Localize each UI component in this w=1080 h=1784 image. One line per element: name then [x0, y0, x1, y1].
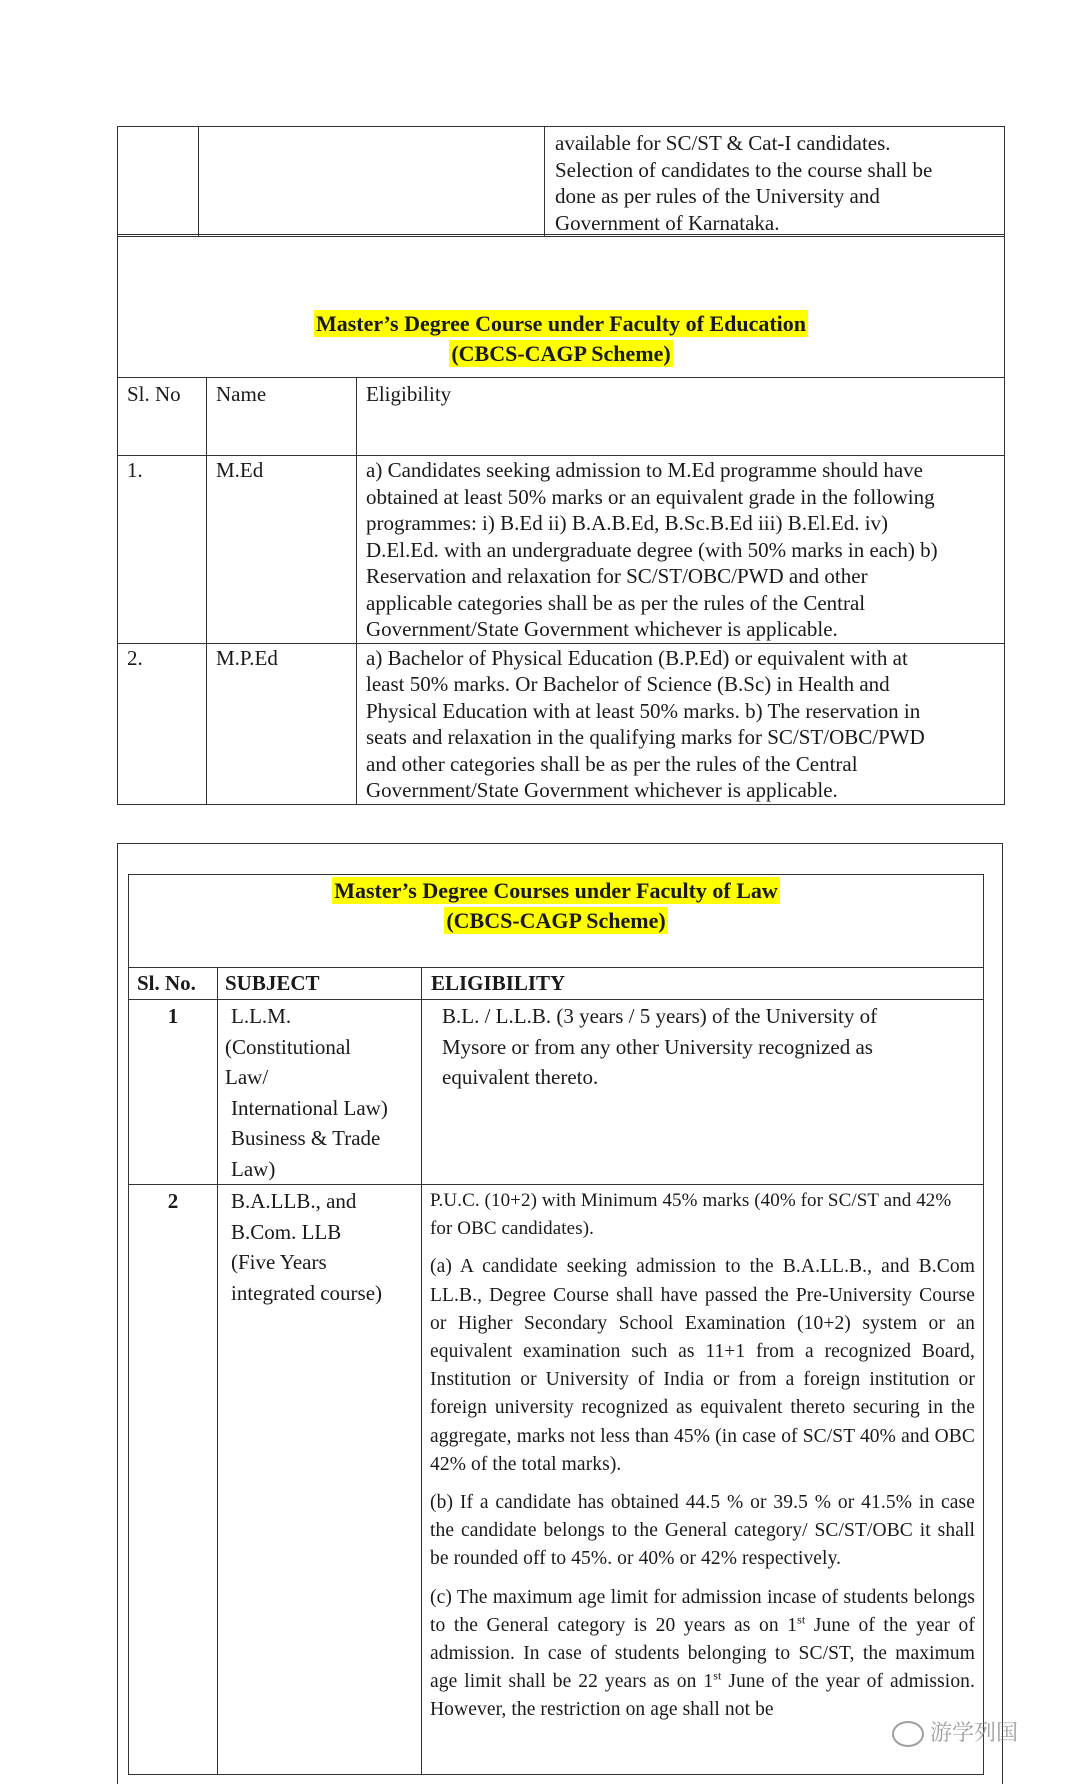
- eligibility-line: least 50% marks. Or Bachelor of Science (B.Sc) in Health and: [366, 672, 890, 696]
- eligibility-paragraph: P.U.C. (10+2) with Minimum 45% marks (40% for SC/ST and 42% for OBC candidates).: [430, 1190, 952, 1240]
- subject-line: B.Com. LLB: [231, 1219, 342, 1244]
- eligibility-line: Government/State Government whichever is applicable.: [366, 778, 838, 802]
- law-header-eligibility: ELIGIBILITY: [422, 968, 984, 1000]
- continuation-line: Government of Karnataka.: [555, 210, 780, 235]
- subject-line: Law): [231, 1156, 276, 1181]
- subject-line: (Constitutional: [225, 1034, 351, 1059]
- subject-line: Law/: [225, 1065, 269, 1089]
- eligibility-line: Government/State Government whichever is applicable.: [366, 617, 838, 641]
- eligibility-line: a) Bachelor of Physical Education (B.P.Ed) or equivalent with at: [366, 645, 908, 670]
- law-row-sl: 2: [129, 1185, 218, 1775]
- eligibility-line: programmes: i) B.Ed ii) B.A.B.Ed, B.Sc.B.Ed iii) B.El.Ed. iv): [366, 511, 889, 535]
- row-sl: 2.: [118, 643, 207, 804]
- eligibility-paragraph-b: (b) If a candidate has obtained 44.5 % or 39.5 % or 41.5% in case the candidate belongs to the General category/ SC/ST/OBC it shall be rounded off to 45%. or 40% or 42% respectively.: [430, 1492, 975, 1570]
- education-title: Master’s Degree Course under Faculty of Education: [315, 311, 807, 336]
- law-title: Master’s Degree Courses under Faculty of Law: [334, 878, 778, 903]
- subject-line: International Law): [231, 1095, 388, 1120]
- eligibility-paragraph-c: (c) The maximum age limit for admission incase of students belongs to the General category is 20 years as on 1st June of the year of admission. In case of students belonging to SC/ST, the maximum age limit shall be 22 years as on 1st June of the year of admission. However, the restriction on age shall not be: [430, 1586, 975, 1721]
- law-title-cell: [129, 875, 984, 968]
- education-table: [117, 126, 1005, 237]
- eligibility-line: equivalent thereto.: [442, 1065, 599, 1089]
- law-row-subject: [218, 1000, 422, 1185]
- header-eligibility: Eligibility: [357, 378, 1005, 456]
- wechat-icon: [892, 1721, 924, 1747]
- law-header-subject: SUBJECT: [218, 968, 422, 1000]
- eligibility-line: Physical Education with at least 50% marks. b) The reservation in: [366, 698, 921, 723]
- continuation-sl-cell: [118, 127, 199, 237]
- row-name: M.P.Ed: [207, 643, 357, 804]
- law-row-eligibility: [422, 1000, 984, 1185]
- eligibility-line: Mysore or from any other University recognized as: [442, 1034, 873, 1059]
- row-sl: 1.: [118, 456, 207, 644]
- eligibility-line: a) Candidates seeking admission to M.Ed programme should have: [366, 458, 923, 482]
- subject-line: Business & Trade: [231, 1126, 381, 1150]
- education-title-cell: [118, 235, 1005, 378]
- eligibility-paragraph-a: (a) A candidate seeking admission to the B.A.LL.B., and B.Com LL.B., Degree Course shall have passed the Pre-University Course or Higher Secondary School Examination (10+2) system or an equivalent examination such as 11+1 from a recognized Board, Institution or University of India or from a foreign institution or foreign university recognized as equivalent thereto securing in the aggregate, marks not less than 45% (in case of SC/ST 40% and OBC 42% of the total marks).: [430, 1256, 975, 1475]
- subject-line: (Five Years: [231, 1250, 327, 1274]
- row-eligibility: [357, 456, 1005, 644]
- eligibility-line: obtained at least 50% marks or an equivalent grade in the following: [366, 484, 935, 509]
- row-eligibility: [357, 643, 1005, 804]
- watermark: 游学列国: [892, 1716, 1018, 1747]
- eligibility-line: seats and relaxation in the qualifying marks for SC/ST/OBC/PWD: [366, 725, 925, 749]
- subject-line: L.L.M.: [231, 1004, 292, 1028]
- row-name: M.Ed: [207, 456, 357, 644]
- education-section-table: [117, 234, 1005, 805]
- law-scheme: (CBCS-CAGP Scheme): [446, 908, 666, 933]
- continuation-line: Selection of candidates to the course shall be: [555, 157, 933, 182]
- continuation-eligibility-cell: [545, 127, 1005, 237]
- education-scheme: (CBCS-CAGP Scheme): [451, 340, 671, 366]
- header-sl: Sl. No: [118, 378, 207, 456]
- law-row-subject: [218, 1185, 422, 1775]
- eligibility-line: D.El.Ed. with an undergraduate degree (with 50% marks in each) b): [366, 537, 938, 562]
- continuation-name-cell: [199, 127, 545, 237]
- eligibility-line: B.L. / L.L.B. (3 years / 5 years) of the University of: [442, 1004, 878, 1028]
- header-name: Name: [207, 378, 357, 456]
- subject-line: integrated course): [231, 1280, 383, 1305]
- law-row-sl: 1: [129, 1000, 218, 1185]
- law-table: [128, 874, 984, 1775]
- eligibility-line: Reservation and relaxation for SC/ST/OBC/PWD and other: [366, 564, 868, 588]
- subject-line: B.A.LLB., and: [231, 1189, 357, 1213]
- law-row-eligibility: [422, 1185, 984, 1775]
- law-header-sl: Sl. No.: [129, 968, 218, 1000]
- eligibility-line: applicable categories shall be as per the rules of the Central: [366, 590, 866, 615]
- eligibility-line: and other categories shall be as per the rules of the Central: [366, 751, 858, 776]
- continuation-line: available for SC/ST & Cat-I candidates.: [555, 131, 891, 155]
- continuation-line: done as per rules of the University and: [555, 184, 880, 208]
